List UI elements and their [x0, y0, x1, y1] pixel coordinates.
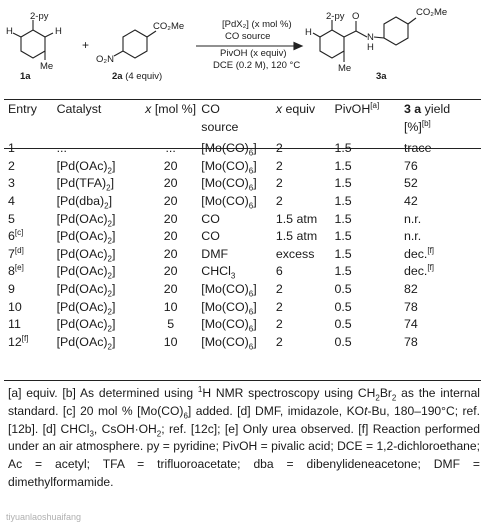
cell-yield: n.r.	[403, 229, 422, 244]
cell-x-equiv: 1.5 atm	[275, 229, 318, 244]
reactant1-h-left: H	[6, 26, 13, 37]
cell-x-equiv: 2	[275, 158, 283, 173]
product-h: H	[305, 27, 312, 38]
optimization-table	[4, 100, 481, 351]
cell-mol-percent: 20	[163, 158, 178, 173]
cell-mol-percent: 20	[163, 229, 178, 244]
cell-x-equiv: excess	[275, 246, 315, 261]
cell-x-equiv: 2	[275, 193, 283, 208]
cell-entry: 12[f]	[8, 333, 29, 349]
footnote-text: [a] equiv. [b] As determined using $^1$H NMR spectroscopy using $CH_2Br_2$ as the internal standard. [c] 20 mol % $[Mo(CO)_6]$ added. [d] DMF, imidazole, KOt-Bu, 180–190°C; ref. [12b]. [d] CHCl$_3$, $CsOH\cdot OH_2$; ref. [12c]; [e] Only urea observed. [f] Reaction performed under an air atmosphere. py = pyridine; PivOH = pivalic acid; DCE = 1,2-dichloroethane; Ac = acetyl; TFA = trifluoroacetate; dba = dibenylideneacetone; DMF = dimethylformamide.	[8, 384, 481, 489]
col-catalyst: Catalyst	[56, 102, 102, 116]
cell-yield: 52	[403, 176, 418, 191]
cell-yield: dec.[f]	[403, 263, 435, 279]
reactant1-label: 1a	[20, 71, 31, 82]
col-x-equiv: x equiv	[275, 102, 316, 116]
table-header-row	[4, 100, 481, 136]
cell-mol-percent: 20	[163, 211, 178, 226]
cell-catalyst: $[Pd(TFA)_2]$	[56, 176, 115, 193]
cell-pivoh: 0.5	[334, 299, 352, 314]
cell-mol-percent: 20	[163, 193, 178, 208]
cell-pivoh: 1.5	[334, 141, 352, 156]
cell-catalyst: $[Pd(OAc)_2]$	[56, 264, 116, 281]
cell-x-equiv: 2	[275, 141, 283, 156]
table-row	[4, 246, 481, 264]
cell-entry: 1	[8, 141, 15, 156]
cell-pivoh: 1.5	[334, 193, 352, 208]
cell-co-source: $[Mo(CO)_6]$	[201, 334, 257, 352]
cell-catalyst: $[Pd(OAc)_2]$	[56, 281, 116, 299]
cell-mol-percent: 10	[163, 334, 178, 349]
cell-mol-percent: ...	[165, 141, 176, 156]
cell-x-equiv: 2	[275, 299, 283, 314]
cell-pivoh: 1.5	[334, 176, 352, 191]
cell-co-source: CO	[201, 229, 220, 244]
cell-entry: 11	[8, 317, 21, 332]
cell-x-equiv: 1.5 atm	[275, 211, 318, 226]
cell-yield: trace	[403, 141, 432, 156]
cell-pivoh: 1.5	[334, 246, 352, 261]
cell-pivoh: 1.5	[334, 229, 352, 244]
cell-x-equiv: 6	[275, 264, 283, 279]
cell-yield: 74	[403, 317, 418, 332]
cell-yield: 78	[403, 299, 418, 314]
table-bottom-rule	[4, 380, 481, 381]
cell-yield: 76	[403, 158, 418, 173]
table-row	[4, 299, 481, 317]
cell-catalyst: $[Pd(OAc)_2]$	[56, 334, 116, 352]
cell-entry: 10	[8, 299, 22, 314]
table-row	[4, 228, 481, 246]
cell-yield: n.r.	[403, 211, 422, 226]
cell-catalyst: $[Pd(dba)_2]$	[56, 193, 113, 211]
cell-catalyst: $[Pd(OAc)_2]$	[56, 246, 116, 264]
product-carbonyl-o: O	[352, 11, 360, 22]
cell-mol-percent: 5	[167, 317, 175, 332]
table-row	[4, 175, 481, 193]
table-row	[4, 193, 481, 211]
cell-co-source: CHCl$_3$	[201, 264, 236, 281]
table-row	[4, 334, 481, 352]
cell-co-source: CO	[201, 211, 220, 226]
table-row	[4, 263, 481, 281]
cell-yield: 78	[403, 334, 418, 349]
cell-catalyst: $[Pd(OAc)_2]$	[56, 317, 116, 334]
product-ester: CO₂Me	[416, 7, 448, 18]
cell-pivoh: 1.5	[334, 158, 352, 173]
product-label: 3a	[376, 71, 387, 82]
cell-mol-percent: 10	[163, 299, 178, 314]
reactant1-h-right: H	[55, 26, 62, 37]
condition-catalyst: [PdX₂] (x mol %)	[222, 19, 292, 30]
reactant2-ester: CO₂Me	[153, 21, 185, 32]
cell-x-equiv: 2	[275, 176, 283, 191]
cell-entry: 4	[8, 193, 15, 208]
cell-entry: 5	[8, 211, 15, 226]
cell-entry: 9	[8, 281, 15, 296]
cell-entry: 3	[8, 176, 15, 191]
reaction-scheme	[0, 0, 485, 92]
cell-pivoh: 0.5	[334, 334, 352, 349]
cell-entry: 8[e]	[8, 263, 24, 279]
footnotes	[8, 385, 480, 492]
scheme-drawing	[0, 0, 485, 92]
reactant2-ring	[123, 30, 147, 58]
product-2py-label: 2-py	[326, 11, 345, 22]
reactant1-2py-label: 2-py	[30, 11, 49, 22]
table-body	[4, 140, 481, 351]
table-row	[4, 281, 481, 299]
cell-yield: 82	[403, 281, 418, 296]
cell-co-source: $[Mo(CO)_6]$	[201, 176, 257, 193]
cell-catalyst: ...	[56, 141, 67, 156]
cell-co-source: DMF	[201, 246, 229, 261]
cell-entry: 6[c]	[8, 228, 24, 244]
cell-x-equiv: 2	[275, 281, 283, 296]
cell-entry: 2	[8, 158, 15, 173]
table-row	[4, 158, 481, 176]
cell-yield: 42	[403, 193, 418, 208]
cell-mol-percent: 20	[163, 281, 178, 296]
product-amide-n: N	[367, 32, 374, 43]
plus-sign: +	[82, 38, 90, 52]
col-co-source: CO source	[201, 102, 239, 134]
table-row	[4, 140, 481, 158]
cell-co-source: $[Mo(CO)_6]$	[201, 141, 257, 158]
col-yield: 3 a yield [%][b]	[403, 102, 451, 134]
col-entry: Entry	[8, 102, 37, 116]
cell-pivoh: 1.5	[334, 211, 352, 226]
reactant1-methyl: Me	[40, 61, 54, 72]
cell-mol-percent: 20	[163, 176, 178, 191]
cell-x-equiv: 2	[275, 317, 283, 332]
col-pivoh: PivOH[a]	[334, 100, 380, 116]
product-ring-right	[384, 17, 408, 45]
cell-catalyst: $[Pd(OAc)_2]$	[56, 229, 116, 246]
cell-catalyst: $[Pd(OAc)_2]$	[56, 299, 116, 316]
cell-catalyst: $[Pd(OAc)_2]$	[56, 158, 116, 176]
cell-catalyst: $[Pd(OAc)_2]$	[56, 211, 116, 229]
reactant2-nitro: O₂N	[96, 54, 114, 65]
table-row	[4, 211, 481, 229]
product-methyl: Me	[338, 63, 352, 74]
condition-pivoh: PivOH (x equiv)	[220, 48, 287, 59]
cell-co-source: $[Mo(CO)_6]$	[201, 317, 257, 334]
cell-mol-percent: 20	[163, 264, 178, 279]
product-ring-left	[320, 30, 344, 58]
cell-pivoh: 0.5	[334, 317, 352, 332]
watermark: tiyuanlaoshuaifang	[6, 512, 82, 522]
col-mol-percent: x [mol %]	[145, 102, 197, 116]
table-row	[4, 316, 481, 334]
cell-pivoh: 1.5	[334, 264, 352, 279]
product-amide-h: H	[367, 42, 374, 53]
condition-solvent: DCE (0.2 M), 120 °C	[213, 60, 301, 71]
cell-entry: 7[d]	[8, 245, 24, 261]
cell-co-source: $[Mo(CO)_6]$	[201, 158, 257, 176]
cell-co-source: $[Mo(CO)_6]$	[201, 193, 257, 211]
cell-yield: dec.[f]	[403, 245, 435, 261]
cell-co-source: $[Mo(CO)_6]$	[201, 281, 257, 299]
cell-co-source: $[Mo(CO)_6]$	[201, 299, 257, 316]
reactant1-ring	[21, 30, 45, 58]
cell-pivoh: 0.5	[334, 281, 352, 296]
cell-x-equiv: 2	[275, 334, 283, 349]
cell-mol-percent: 20	[163, 246, 178, 261]
reactant2-label: 2a (4 equiv)	[112, 71, 163, 82]
condition-co-source: CO source	[225, 31, 271, 42]
